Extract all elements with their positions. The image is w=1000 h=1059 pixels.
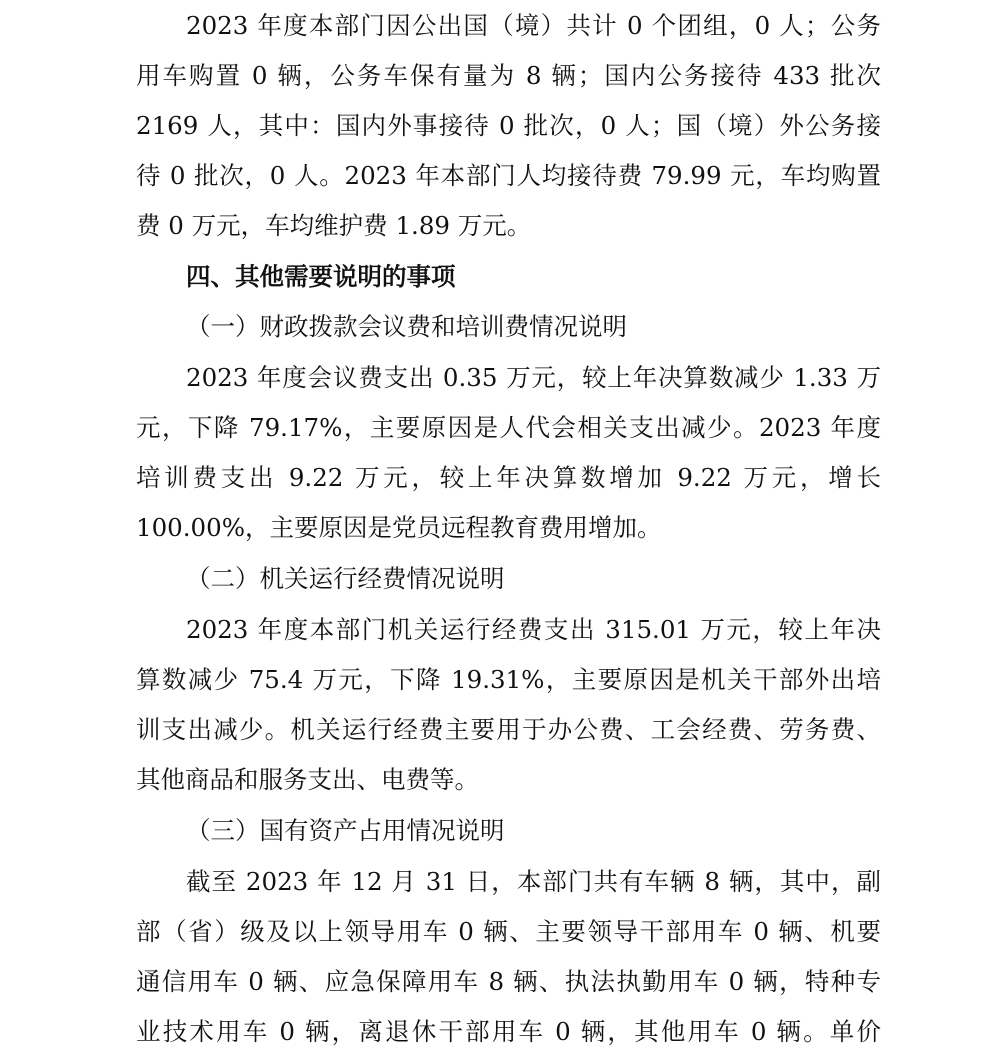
paragraph-line: 待 0 批次，0 人。2023 年本部门人均接待费 79.99 元，车均购置 bbox=[136, 161, 881, 190]
paragraph-line: 2023 年度本部门因公出国（境）共计 0 个团组，0 人；公务 bbox=[186, 11, 881, 40]
paragraph-line: 100.00%，主要原因是党员远程教育费用增加。 bbox=[136, 513, 662, 542]
subsection-heading: （三）国有资产占用情况说明 bbox=[186, 816, 505, 845]
subsection-heading: （一）财政拨款会议费和培训费情况说明 bbox=[186, 312, 627, 341]
paragraph-line: 元，下降 79.17%，主要原因是人代会相关支出减少。2023 年度 bbox=[136, 413, 881, 442]
paragraph-line: 截至 2023 年 12 月 31 日，本部门共有车辆 8 辆，其中，副 bbox=[186, 867, 881, 896]
paragraph-line: 用车购置 0 辆，公务车保有量为 8 辆；国内公务接待 433 批次 bbox=[136, 61, 881, 90]
paragraph-line: 2023 年度本部门机关运行经费支出 315.01 万元，较上年决 bbox=[186, 615, 881, 644]
section-heading: 四、其他需要说明的事项 bbox=[186, 262, 456, 291]
paragraph-line: 业技术用车 0 辆，离退休干部用车 0 辆，其他用车 0 辆。单价 bbox=[136, 1017, 881, 1046]
paragraph-line: 2023 年度会议费支出 0.35 万元，较上年决算数减少 1.33 万 bbox=[186, 363, 881, 392]
paragraph-line: 算数减少 75.4 万元，下降 19.31%，主要原因是机关干部外出培 bbox=[136, 665, 881, 694]
paragraph-line: 部（省）级及以上领导用车 0 辆、主要领导干部用车 0 辆、机要 bbox=[136, 917, 881, 946]
paragraph-line: 通信用车 0 辆、应急保障用车 8 辆、执法执勤用车 0 辆，特种专 bbox=[136, 967, 881, 996]
paragraph-line: 训支出减少。机关运行经费主要用于办公费、工会经费、劳务费、 bbox=[136, 715, 881, 744]
paragraph-line: 培训费支出 9.22 万元，较上年决算数增加 9.22 万元，增长 bbox=[136, 463, 881, 492]
paragraph-line: 2169 人，其中：国内外事接待 0 批次，0 人；国（境）外公务接 bbox=[136, 111, 881, 140]
paragraph-line: 其他商品和服务支出、电费等。 bbox=[136, 765, 479, 794]
paragraph-line: 费 0 万元，车均维护费 1.89 万元。 bbox=[136, 211, 532, 240]
subsection-heading: （二）机关运行经费情况说明 bbox=[186, 564, 505, 593]
